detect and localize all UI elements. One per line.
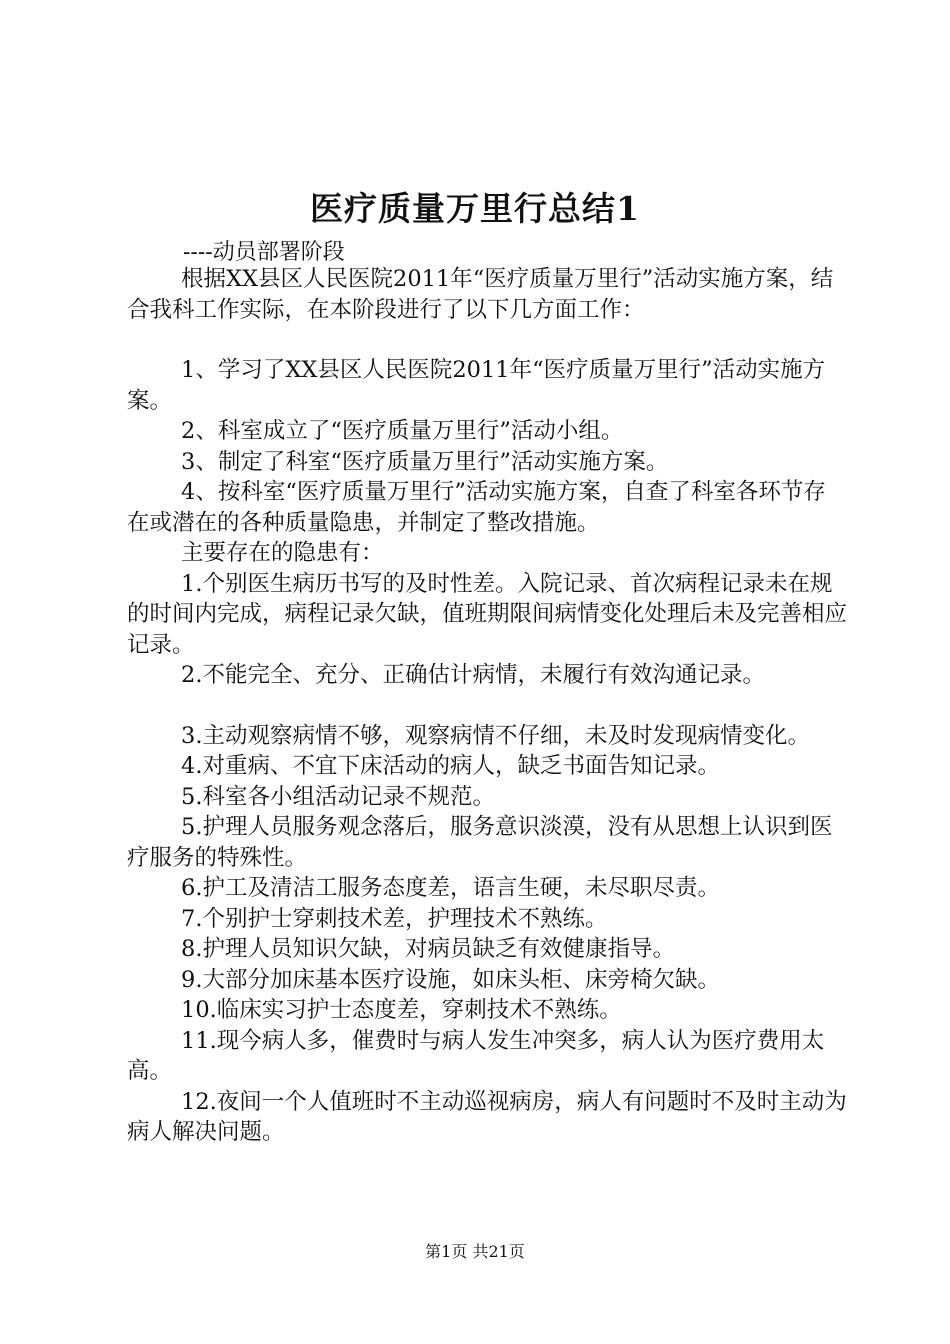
paragraph-item-3: 3、制定了科室“医疗质量万里行”活动实施方案。 xyxy=(181,448,669,475)
document-body xyxy=(127,264,847,1148)
paragraph-issue-11: 11.现今病人多，催费时与病人发生冲突多，病人认为医疗费用太高。 xyxy=(127,1027,825,1084)
paragraph-issue-4: 4.对重病、不宜下床活动的病人，缺乏书面告知记录。 xyxy=(181,753,720,779)
paragraph-issue-5a: 5.科室各小组活动记录不规范。 xyxy=(181,783,495,810)
paragraph-issue-5b: 5.护理人员服务观念落后，服务意识淡漠，没有从思想上认识到医疗服务的特殊性。 xyxy=(127,814,833,871)
paragraph-issue-2: 2.不能完全、充分、正确估计病情，未履行有效沟通记录。 xyxy=(181,662,765,688)
paragraph-issue-6: 6.护工及清洁工服务态度差，语言生硬，未尽职尽责。 xyxy=(181,875,720,901)
paragraph-issue-10: 10.临床实习护士态度差，穿刺技术不熟练。 xyxy=(181,997,622,1023)
paragraph-item-2: 2、科室成立了“医疗质量万里行”活动小组。 xyxy=(181,418,624,444)
page-footer: 第1页 共21页 xyxy=(425,1242,525,1261)
paragraph-issue-9: 9.大部分加床基本医疗设施，如床头柜、床旁椅欠缺。 xyxy=(181,966,720,993)
document-title: 医疗质量万里行总结1 xyxy=(310,189,640,228)
paragraph-issue-12: 12.夜间一个人值班时不主动巡视病房，病人有问题时不及时主动为病人解决问题。 xyxy=(127,1088,847,1145)
document-subtitle: ----动员部署阶段 xyxy=(183,240,345,265)
paragraph-intro: 根据XX县区人民医院2011年“医疗质量万里行”活动实施方案，结合我科工作实际，在本阶段进行了以下几方面工作： xyxy=(127,266,834,323)
paragraph-issues-heading: 主要存在的隐患有： xyxy=(181,540,384,566)
paragraph-issue-8: 8.护理人员知识欠缺，对病员缺乏有效健康指导。 xyxy=(181,936,675,962)
paragraph-item-1: 1、学习了XX县区人民医院2011年“医疗质量万里行”活动实施方案。 xyxy=(127,357,826,414)
paragraph-issue-3: 3.主动观察病情不够，观察病情不仔细，未及时发现病情变化。 xyxy=(181,722,810,749)
paragraph-item-4: 4、按科室“医疗质量万里行”活动实施方案，自查了科室各环节存在或潜在的各种质量隐患，并制定了整改措施。 xyxy=(127,479,826,536)
paragraph-issue-1: 1.个别医生病历书写的及时性差。入院记录、首次病程记录未在规的时间内完成，病程记录欠缺，值班期限间病情变化处理后未及完善相应记录。 xyxy=(127,570,848,658)
paragraph-issue-7: 7.个别护士穿刺技术差，护理技术不熟练。 xyxy=(181,905,608,932)
